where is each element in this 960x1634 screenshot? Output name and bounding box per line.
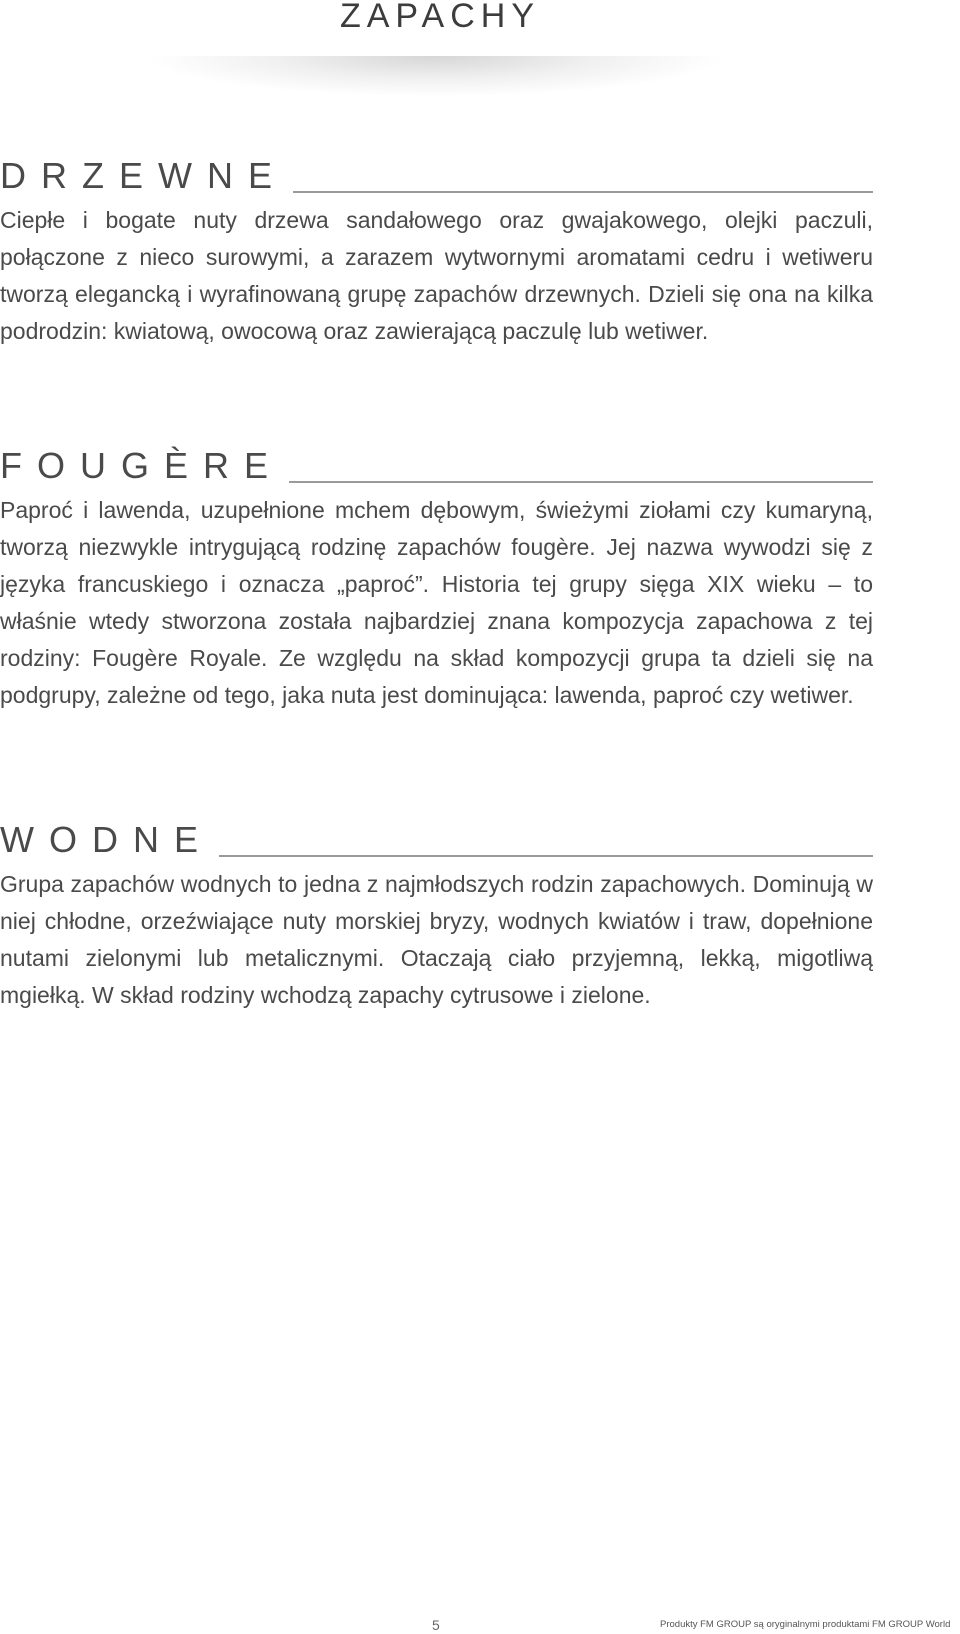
heading-divider: [219, 855, 873, 857]
section-heading: [0, 442, 873, 486]
section-heading: [0, 816, 873, 860]
section-body-text: Paproć i lawenda, uzupełnione mchem dębowym, świeżymi ziołami czy kumaryną, tworzą niezwykle intrygującą rodzinę zapachów fougère. Jej nazwa wywodzi się z języka francuskiego i oznacza „paproć”. Historia tej grupy sięga XIX wieku – to właśnie wtedy stworzona została najbardziej znana kompozycja zapachowa z tej rodziny: Fougère Royale. Ze względu na skład kompozycji grupa ta dzieli się na podgrupy, zależne od tego, jaka nuta jest dominująca: lawenda, paproć czy wetiwer.: [0, 497, 873, 708]
section-body-text: Grupa zapachów wodnych to jedna z najmłodszych rodzin zapachowych. Dominują w niej chłodne, orzeźwiające nuty morskiej bryzy, wodnych kwiatów i traw, dopełnione nutami zielonymi lub metalicznymi. Otaczają ciało przyjemną, lekką, migotliwą mgiełką. W skład rodziny wchodzą zapachy cytrusowe i zielone.: [0, 871, 873, 1008]
section-heading: [0, 152, 873, 196]
section-body-text: Ciepłe i bogate nuty drzewa sandałowego oraz gwajakowego, olejki paczuli, połączone z nieco surowymi, a zarazem wytwornymi aromatami cedru i wetiweru tworzą elegancką i wyrafinowaną grupę zapachów drzewnych. Dzieli się ona na kilka podrodzin: kwiatową, owocową oraz zawierającą paczulę lub wetiwer.: [0, 207, 873, 344]
heading-divider: [289, 481, 873, 483]
heading-divider: [293, 191, 873, 193]
section-drzewne: [0, 152, 873, 350]
title-shadow-decoration: [150, 56, 720, 96]
section-heading-text: DRZEWNE: [0, 155, 287, 196]
section-fougere: [0, 442, 873, 714]
section-wodne: [0, 816, 873, 1014]
page-number: 5: [432, 1617, 440, 1633]
section-heading-text: WODNE: [0, 819, 213, 860]
page-title: ZAPACHY: [339, 0, 541, 35]
section-heading-text: FOUGÈRE: [0, 445, 284, 486]
footer-note: Produkty FM GROUP są oryginalnymi produktami FM GROUP World: [660, 1619, 951, 1630]
